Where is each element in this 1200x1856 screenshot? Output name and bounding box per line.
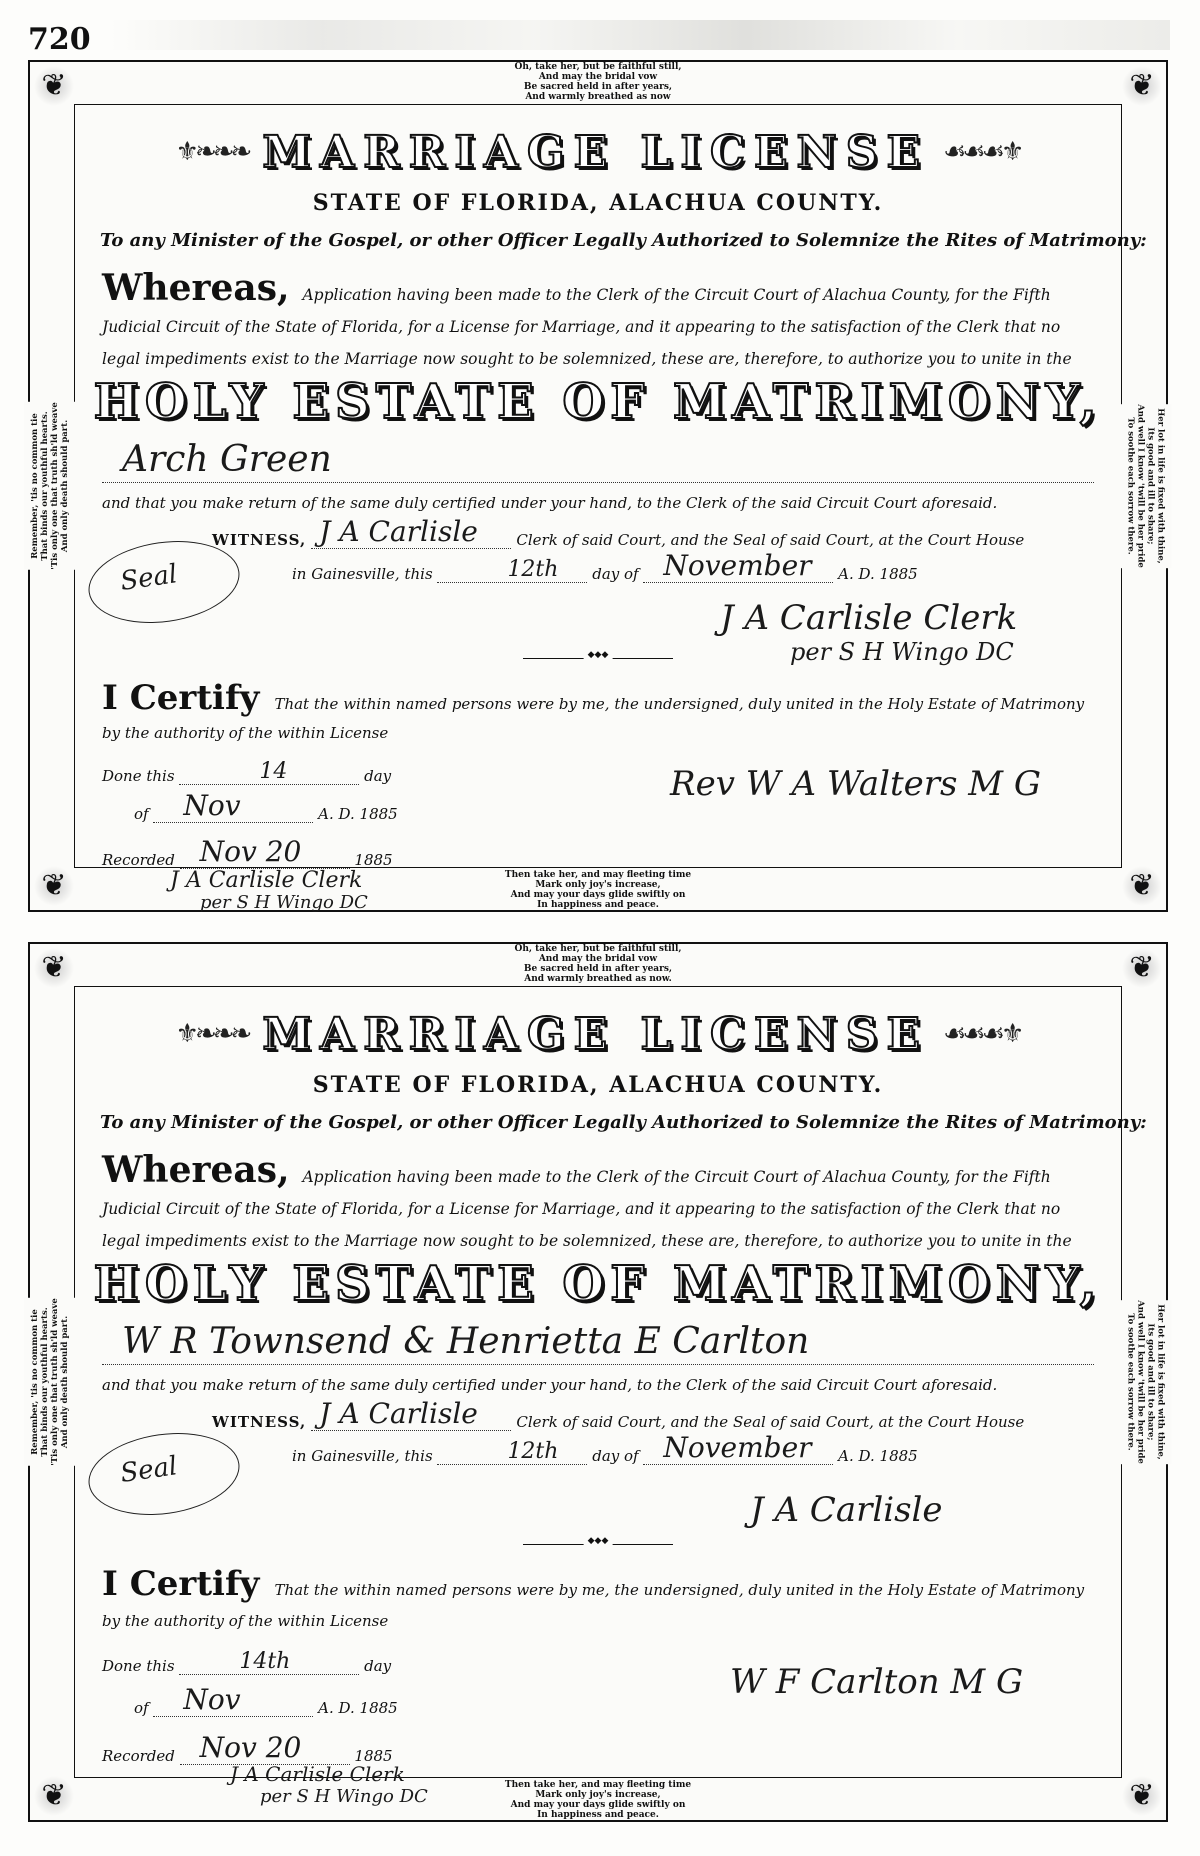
recorded-value: Nov 20: [199, 835, 302, 868]
officiant-signature: Rev W A Walters M G: [670, 764, 1042, 804]
seal-text: Seal: [118, 559, 180, 597]
certify-word: I Certify: [102, 1564, 260, 1604]
month-field: [643, 1431, 833, 1465]
address-line: To any Minister of the Gospel, or other Officer Legally Authorized to Solemnize the Rites of Matrimony:: [100, 230, 1147, 251]
of-label: of: [134, 805, 149, 823]
place-text: in Gainesville, this: [292, 1447, 433, 1465]
certify-text: That the within named persons were by me, the undersigned, duly united in the Holy Estate of Matrimony: [274, 1581, 1085, 1599]
done-day-field: [179, 759, 359, 785]
place-text: in Gainesville, this: [292, 565, 433, 583]
recorded-year: 1885: [354, 851, 393, 869]
month-field: [643, 549, 833, 583]
right-verse: Her lot in life is fixed with thine, Its good and ill to share; And well I know 'twill be her pride To soothe each sorrow there.: [1120, 1300, 1172, 1464]
day-label: day: [364, 1657, 392, 1675]
whereas-text: Application having been made to the Clerk of the Circuit Court of Alachua County, for the Fifth Judicial Circuit of the State of Florida, for a License for Marriage, and it appearing to the satisfaction of the Clerk that no legal impediments exist to the Marriage now sought to be solemnized, these are, therefore, to authorize you to unite in the: [102, 1168, 1072, 1250]
of-label: of: [134, 1699, 149, 1717]
done-month-field: [153, 1683, 313, 1717]
recorded-deputy-signature: per S H Wingo DC: [260, 1786, 428, 1807]
whereas-word: Whereas,: [102, 267, 290, 309]
left-verse: Remember, 'tis no common tie That binds our youthful hearts. 'Tis only one that truth sh'ld weave And only death should part.: [24, 402, 76, 570]
day-field: [437, 557, 587, 583]
bottom-verse: Then take her, and may fleeting time Mark only joy's increase, And may your days glide swiftly on In happiness and peace.: [495, 1780, 701, 1820]
witness-signature: J A Carlisle: [319, 515, 478, 548]
clerk-text: Clerk of said Court, and the Seal of said Court, at the Court House: [516, 531, 1025, 549]
corner-ornament-icon: ❦: [1122, 866, 1162, 906]
flourish-icon: ☙☙☙⚜: [943, 137, 1021, 167]
day-value: 12th: [507, 1439, 559, 1464]
names-line: [102, 439, 1094, 483]
recorded-year: 1885: [354, 1747, 393, 1765]
recorded-deputy-signature: per S H Wingo DC: [200, 892, 368, 913]
clerk-text: Clerk of said Court, and the Seal of said Court, at the Court House: [516, 1413, 1025, 1431]
certify-text: That the within named persons were by me, the undersigned, duly united in the Holy Estate of Matrimony: [274, 695, 1085, 713]
address-line: To any Minister of the Gospel, or other Officer Legally Authorized to Solemnize the Rites of Matrimony:: [100, 1112, 1147, 1133]
flourish-icon: ☙☙☙⚜: [943, 1019, 1021, 1049]
corner-ornament-icon: ❦: [1122, 66, 1162, 106]
done-year: A. D. 1885: [318, 1699, 398, 1717]
holy-estate-heading: HOLY ESTATE OF MATRIMONY,: [93, 1256, 1103, 1312]
done-month-value: Nov: [183, 1683, 241, 1716]
date-row: [292, 1431, 918, 1465]
recorded-label: Recorded: [102, 851, 175, 869]
title-row: [30, 1006, 1166, 1062]
deputy-signature: per S H Wingo DC: [790, 638, 1014, 666]
title-row: [30, 124, 1166, 180]
year-value: A. D. 1885: [838, 565, 918, 583]
license-title: MARRIAGE LICENSE: [262, 126, 930, 178]
recorded-clerk-signature: J A Carlisle Clerk: [170, 868, 363, 893]
month-value: November: [663, 549, 812, 582]
certify-word: I Certify: [102, 678, 260, 718]
done-day-row: [102, 1649, 392, 1675]
done-day-row: [102, 759, 392, 785]
corner-ornament-icon: ❦: [34, 66, 74, 106]
day-value: 12th: [507, 557, 559, 582]
whereas-paragraph: [102, 1149, 1096, 1257]
day-field: [437, 1439, 587, 1465]
flourish-icon: ⚜❧❧❧: [175, 1019, 249, 1049]
witness-row: [212, 515, 1025, 549]
whereas-text: Application having been made to the Clerk of the Circuit Court of Alachua County, for the Fifth Judicial Circuit of the State of Florida, for a License for Marriage, and it appearing to the satisfaction of the Clerk that no legal impediments exist to the Marriage now sought to be solemnized, these are, therefore, to authorize you to unite in the: [102, 286, 1072, 368]
done-day-field: [179, 1649, 359, 1675]
left-verse: Remember, 'tis no common tie That binds our youthful hearts. 'Tis only one that truth sh'ld weave And only death should part.: [24, 1298, 76, 1466]
day-of-text: day of: [592, 565, 639, 583]
seal-text: Seal: [118, 1451, 180, 1489]
top-verse: Oh, take her, but be faithful still, And may the bridal vow Be sacred held in after years, And warmly breathed as now: [504, 62, 691, 102]
year-value: A. D. 1885: [838, 1447, 918, 1465]
done-month-row: [134, 789, 398, 823]
recorded-value: Nov 20: [199, 1731, 302, 1764]
done-month-row: [134, 1683, 398, 1717]
corner-ornament-icon: ❦: [34, 866, 74, 906]
clerk-signature: J A Carlisle: [750, 1490, 943, 1530]
scan-shading: [110, 20, 1170, 50]
whereas-word: Whereas,: [102, 1149, 290, 1191]
witness-signature-line: [311, 515, 511, 549]
done-this-label: Done this: [102, 767, 175, 785]
holy-estate-heading: HOLY ESTATE OF MATRIMONY,: [93, 374, 1103, 430]
return-text: and that you make return of the same duly certified under your hand, to the Clerk of the said Circuit Court aforesaid.: [102, 494, 998, 512]
done-this-label: Done this: [102, 1657, 175, 1675]
page-number: 720: [28, 22, 91, 57]
witness-signature: J A Carlisle: [319, 1397, 478, 1430]
flourish-icon: ⚜❧❧❧: [175, 137, 249, 167]
divider: [523, 1544, 673, 1545]
marriage-license-2: [28, 942, 1168, 1822]
corner-ornament-icon: ❦: [34, 1776, 74, 1816]
bottom-verse: Then take her, and may fleeting time Mark only joy's increase, And may your days glide swiftly on In happiness and peace.: [495, 870, 701, 910]
license-title: MARRIAGE LICENSE: [262, 1008, 930, 1060]
corner-ornament-icon: ❦: [34, 948, 74, 988]
done-day-value: 14th: [239, 1649, 291, 1674]
state-line: STATE OF FLORIDA, ALACHUA COUNTY.: [312, 190, 884, 216]
divider: [523, 658, 673, 659]
witness-label: WITNESS,: [212, 1413, 307, 1431]
witness-row: [212, 1397, 1025, 1431]
right-verse: Her lot in life is fixed with thine, Its good and ill to share; And well I know 'twill be her pride To soothe each sorrow there.: [1120, 404, 1172, 568]
couple-names: Arch Green: [122, 439, 332, 480]
certify-paragraph: [102, 1564, 1094, 1604]
marriage-license-1: [28, 60, 1168, 912]
whereas-paragraph: [102, 267, 1096, 375]
recorded-label: Recorded: [102, 1747, 175, 1765]
recorded-field: [180, 835, 350, 869]
corner-ornament-icon: ❦: [1122, 948, 1162, 988]
done-month-value: Nov: [183, 789, 241, 822]
done-month-field: [153, 789, 313, 823]
done-day-value: 14: [259, 759, 288, 784]
month-value: November: [663, 1431, 812, 1464]
witness-label: WITNESS,: [212, 531, 307, 549]
names-line: [102, 1321, 1094, 1365]
state-line: STATE OF FLORIDA, ALACHUA COUNTY.: [312, 1072, 884, 1098]
witness-signature-line: [311, 1397, 511, 1431]
authority-text: by the authority of the within License: [102, 1612, 389, 1630]
officiant-signature: W F Carlton M G: [730, 1662, 1024, 1702]
recorded-clerk-signature: J A Carlisle Clerk: [230, 1762, 405, 1786]
top-verse: Oh, take her, but be faithful still, And may the bridal vow Be sacred held in after years, And warmly breathed as now.: [504, 944, 691, 984]
clerk-signature: J A Carlisle Clerk: [720, 598, 1018, 638]
recorded-row: [102, 835, 393, 869]
date-row: [292, 549, 918, 583]
day-of-text: day of: [592, 1447, 639, 1465]
certify-paragraph: [102, 678, 1094, 718]
done-year: A. D. 1885: [318, 805, 398, 823]
return-text: and that you make return of the same duly certified under your hand, to the Clerk of the said Circuit Court aforesaid.: [102, 1376, 998, 1394]
day-label: day: [364, 767, 392, 785]
authority-text: by the authority of the within License: [102, 724, 389, 742]
couple-names: W R Townsend & Henrietta E Carlton: [122, 1321, 810, 1362]
corner-ornament-icon: ❦: [1122, 1776, 1162, 1816]
